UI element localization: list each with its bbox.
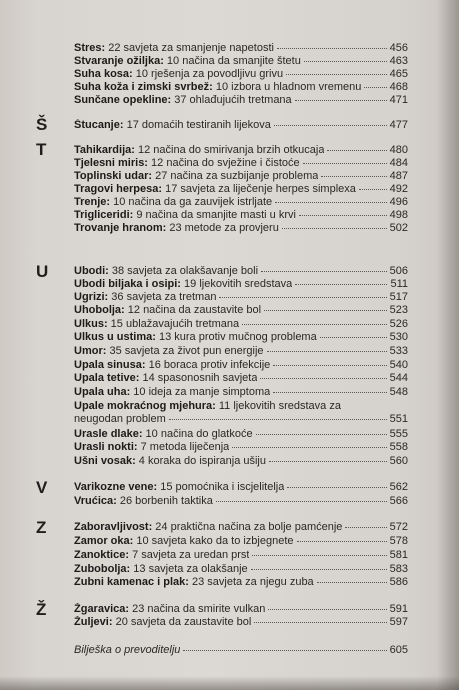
entry-desc: 12 načina do svježine i čistoće bbox=[147, 157, 300, 169]
entry-page: 551 bbox=[389, 413, 408, 425]
entry-desc: 10 načina da ga zauvijek istrljate bbox=[110, 196, 273, 208]
entry-page: 540 bbox=[389, 359, 408, 371]
entry-term: Umor: bbox=[74, 345, 107, 357]
entry-term: Zaboravljivost: bbox=[74, 521, 153, 533]
entry-desc: 23 načina da smirite vulkan bbox=[129, 603, 266, 615]
toc-entry bbox=[74, 157, 408, 169]
entry-page: 506 bbox=[389, 265, 408, 277]
dot-leader bbox=[261, 271, 387, 272]
dot-leader bbox=[183, 650, 386, 651]
entry-term: Ulkus: bbox=[74, 318, 108, 330]
entry-term: Toplinski udar: bbox=[74, 170, 153, 182]
toc-entry bbox=[74, 441, 408, 453]
dot-leader bbox=[299, 215, 387, 216]
dot-leader bbox=[260, 378, 386, 379]
entry-desc: 16 boraca protiv infekcije bbox=[145, 359, 271, 371]
toc-entry bbox=[74, 455, 408, 467]
dot-leader bbox=[268, 609, 386, 610]
dot-leader bbox=[282, 228, 387, 229]
toc-entry bbox=[74, 521, 408, 533]
dot-leader bbox=[169, 419, 387, 420]
entry-page: 533 bbox=[389, 345, 408, 357]
dot-leader bbox=[242, 324, 387, 325]
entry-page: 471 bbox=[389, 94, 408, 106]
entry-desc: 14 spasonosnih savjeta bbox=[139, 372, 258, 384]
dot-leader bbox=[273, 365, 386, 366]
dot-leader bbox=[345, 527, 386, 528]
dot-leader bbox=[256, 434, 387, 435]
toc-entry bbox=[74, 42, 408, 54]
entry-page: 463 bbox=[389, 55, 408, 67]
dot-leader bbox=[252, 555, 386, 556]
dot-leader bbox=[359, 189, 387, 190]
entry-page: 581 bbox=[389, 549, 408, 561]
entry-desc: 10 načina da smanjite štetu bbox=[163, 55, 301, 67]
toc-entry bbox=[74, 372, 408, 384]
entry-term: Sunčane opekline: bbox=[74, 94, 172, 106]
entry-page: 496 bbox=[389, 196, 408, 208]
entry-page: 517 bbox=[389, 291, 408, 303]
entry-page: 498 bbox=[389, 209, 408, 221]
entry-desc: 35 savjeta za život pun energije bbox=[106, 345, 264, 357]
entry-page: 548 bbox=[389, 386, 408, 398]
entry-desc: 7 savjeta za uredan prst bbox=[129, 549, 250, 561]
section-letter: U bbox=[36, 262, 49, 281]
toc-entry bbox=[74, 68, 408, 80]
note-title: Bilješka o prevoditelju bbox=[74, 644, 181, 656]
dot-leader bbox=[295, 100, 387, 101]
toc-entry bbox=[74, 318, 408, 330]
entry-page: 477 bbox=[389, 119, 408, 131]
toc-entry bbox=[74, 535, 408, 547]
entry-desc: 12 načina da zaustavite bol bbox=[124, 304, 262, 316]
entry-term: Upala sinusa: bbox=[74, 359, 146, 371]
entry-term: Tahikardija: bbox=[74, 144, 135, 156]
entry-desc: 9 načina da smanjite masti u krvi bbox=[133, 209, 296, 221]
entry-term: Ubodi: bbox=[74, 265, 109, 277]
section-letter: Ž bbox=[36, 600, 47, 619]
toc-entry bbox=[74, 94, 408, 106]
entry-page: 558 bbox=[389, 441, 408, 453]
entry-term: Trovanje hranom: bbox=[74, 222, 167, 234]
entry-term: Urasli nokti: bbox=[74, 441, 138, 453]
entry-desc: 10 savjeta kako da to izbjegnete bbox=[133, 535, 294, 547]
entry-term: Trenje: bbox=[74, 196, 111, 208]
dot-leader bbox=[275, 202, 387, 203]
dot-leader bbox=[267, 351, 387, 352]
entry-term: Uhobolja: bbox=[74, 304, 125, 316]
entry-desc: 7 metoda liječenja bbox=[137, 441, 230, 453]
entry-term: Stvaranje ožiljka: bbox=[74, 55, 164, 67]
toc-entry bbox=[74, 563, 408, 575]
entry-desc: 22 savjeta za smanjenje napetosti bbox=[105, 42, 274, 54]
toc-entry bbox=[74, 386, 408, 398]
entry-desc: 4 koraka do ispiranja ušiju bbox=[135, 455, 266, 467]
entry-page: 484 bbox=[389, 157, 408, 169]
toc-entry bbox=[74, 549, 408, 561]
entry-page: 586 bbox=[389, 576, 408, 588]
section-letter: Z bbox=[36, 518, 47, 537]
entry-page: 566 bbox=[389, 495, 408, 507]
entry-page: 487 bbox=[389, 170, 408, 182]
dot-leader bbox=[216, 501, 387, 502]
entry-page: 523 bbox=[389, 304, 408, 316]
entry-term: Ulkus u ustima: bbox=[74, 331, 156, 343]
entry-term: Ušni vosak: bbox=[74, 455, 136, 467]
toc-entry bbox=[74, 183, 408, 195]
entry-desc: 12 načina do smirivanja brzih otkucaja bbox=[134, 144, 325, 156]
entry-term: Ubodi biljaka i osipi: bbox=[74, 278, 181, 290]
entry-page: 502 bbox=[389, 222, 408, 234]
entry-page: 572 bbox=[389, 521, 408, 533]
entry-term: Upala tetive: bbox=[74, 372, 140, 384]
entry-term: Zubni kamenac i plak: bbox=[74, 576, 189, 588]
translator-note-entry bbox=[74, 644, 408, 656]
entry-page: 456 bbox=[389, 42, 408, 54]
toc-entry bbox=[74, 119, 408, 131]
section-letter: Š bbox=[36, 115, 48, 134]
dot-leader bbox=[269, 461, 387, 462]
dot-leader bbox=[317, 582, 387, 583]
toc-entry bbox=[74, 576, 408, 588]
entry-term: Upala uha: bbox=[74, 386, 131, 398]
entry-desc: 36 savjeta za tretman bbox=[108, 291, 217, 303]
toc-entry bbox=[74, 170, 408, 182]
note-page: 605 bbox=[389, 644, 408, 656]
entry-term: Štucanje: bbox=[74, 119, 124, 131]
toc-entry bbox=[74, 345, 408, 357]
entry-desc: 19 ljekovitih sredstava bbox=[180, 278, 293, 290]
entry-term: Vrućica: bbox=[74, 495, 117, 507]
toc-entry bbox=[74, 428, 408, 440]
toc-entry bbox=[74, 331, 408, 343]
entry-page: 583 bbox=[389, 563, 408, 575]
toc-entry bbox=[74, 209, 408, 221]
dot-leader bbox=[287, 487, 386, 488]
entry-term: Suha kosa: bbox=[74, 68, 133, 80]
entry-desc: 13 savjeta za olakšanje bbox=[130, 563, 248, 575]
dot-leader bbox=[264, 310, 387, 311]
entry-term: Žuljevi: bbox=[74, 616, 113, 628]
toc-entry bbox=[74, 400, 408, 425]
entry-page: 544 bbox=[389, 372, 408, 384]
entry-page: 562 bbox=[389, 481, 408, 493]
entry-term: Zubobolja: bbox=[74, 563, 131, 575]
entry-desc: 24 praktična načina za bolje pamćenje bbox=[152, 521, 343, 533]
entry-desc-continued: neugodan problem bbox=[74, 413, 166, 425]
entry-desc: 38 savjeta za olakšavanje boli bbox=[108, 265, 259, 277]
entry-desc: 27 načina za suzbijanje problema bbox=[152, 170, 319, 182]
entry-term: Varikozne vene: bbox=[74, 481, 158, 493]
dot-leader bbox=[277, 48, 387, 49]
page-shadow-right bbox=[437, 0, 459, 690]
dot-leader bbox=[297, 541, 387, 542]
entry-desc: 17 domaćih testiranih lijekova bbox=[123, 119, 271, 131]
section-letter: T bbox=[36, 140, 47, 159]
dot-leader bbox=[251, 569, 387, 570]
entry-page: 591 bbox=[389, 603, 408, 615]
entry-page: 530 bbox=[389, 331, 408, 343]
dot-leader bbox=[327, 150, 386, 151]
entry-page: 597 bbox=[389, 616, 408, 628]
toc-entry bbox=[74, 222, 408, 234]
entry-desc: 17 savjeta za liječenje herpes simplexa bbox=[162, 183, 356, 195]
entry-desc: 26 borbenih taktika bbox=[116, 495, 213, 507]
entry-term: Zanoktice: bbox=[74, 549, 130, 561]
entry-desc: 10 rješenja za povodljivu grivu bbox=[132, 68, 284, 80]
page-shadow-bottom bbox=[0, 676, 459, 690]
entry-term: Zamor oka: bbox=[74, 535, 134, 547]
entry-term: Ugrizi: bbox=[74, 291, 109, 303]
dot-leader bbox=[320, 337, 387, 338]
dot-leader bbox=[304, 61, 387, 62]
dot-leader bbox=[232, 447, 386, 448]
toc-entry bbox=[74, 359, 408, 371]
dot-leader bbox=[321, 176, 386, 177]
entry-page: 578 bbox=[389, 535, 408, 547]
entry-page: 468 bbox=[389, 81, 408, 93]
section-letter: V bbox=[36, 478, 48, 497]
entry-desc: 11 ljekovitih sredstava za bbox=[215, 400, 341, 412]
toc-entry bbox=[74, 278, 408, 290]
dot-leader bbox=[254, 622, 386, 623]
entry-page: 465 bbox=[389, 68, 408, 80]
entry-desc: 23 savjeta za njegu zuba bbox=[188, 576, 314, 588]
entry-desc: 10 načina do glatkoće bbox=[142, 428, 253, 440]
toc-entry bbox=[74, 55, 408, 67]
entry-desc: 10 ideja za manje simptoma bbox=[130, 386, 271, 398]
entry-page: 511 bbox=[390, 278, 408, 290]
dot-leader bbox=[295, 284, 387, 285]
toc-entry bbox=[74, 81, 408, 93]
entry-desc: 20 savjeta da zaustavite bol bbox=[112, 616, 252, 628]
entry-term: Tragovi herpesa: bbox=[74, 183, 163, 195]
entry-desc: 15 ublažavajućih tretmana bbox=[107, 318, 240, 330]
entry-desc: 37 ohlađujućih tretmana bbox=[171, 94, 292, 106]
dot-leader bbox=[219, 297, 386, 298]
toc-entry bbox=[74, 144, 408, 156]
dot-leader bbox=[303, 163, 387, 164]
dot-leader bbox=[286, 74, 387, 75]
entry-term: Upale mokraćnog mjehura: bbox=[74, 400, 216, 412]
entry-desc: 10 izbora u hladnom vremenu bbox=[212, 81, 362, 93]
dot-leader bbox=[364, 87, 386, 88]
entry-desc: 13 kura protiv mučnog problema bbox=[155, 331, 317, 343]
toc-entry bbox=[74, 481, 408, 493]
entry-page: 555 bbox=[389, 428, 408, 440]
entry-page: 526 bbox=[389, 318, 408, 330]
toc-entry bbox=[74, 291, 408, 303]
entry-term: Žgaravica: bbox=[74, 603, 130, 615]
toc-entry bbox=[74, 616, 408, 628]
dot-leader bbox=[273, 392, 386, 393]
entry-page: 492 bbox=[389, 183, 408, 195]
dot-leader bbox=[274, 125, 387, 126]
entry-term: Stres: bbox=[74, 42, 106, 54]
entry-term: Urasle dlake: bbox=[74, 428, 143, 440]
toc-entry bbox=[74, 495, 408, 507]
entry-term: Suha koža i zimski svrbež: bbox=[74, 81, 213, 93]
toc-entry bbox=[74, 196, 408, 208]
entry-term: Trigliceridi: bbox=[74, 209, 134, 221]
entry-term: Tjelesni miris: bbox=[74, 157, 148, 169]
entry-desc: 23 metode za provjeru bbox=[166, 222, 279, 234]
entry-page: 480 bbox=[389, 144, 408, 156]
toc-entry bbox=[74, 603, 408, 615]
toc-entry bbox=[74, 265, 408, 277]
toc-entry bbox=[74, 304, 408, 316]
entry-desc: 15 pomoćnika i iscjelitelja bbox=[157, 481, 285, 493]
entry-page: 560 bbox=[389, 455, 408, 467]
